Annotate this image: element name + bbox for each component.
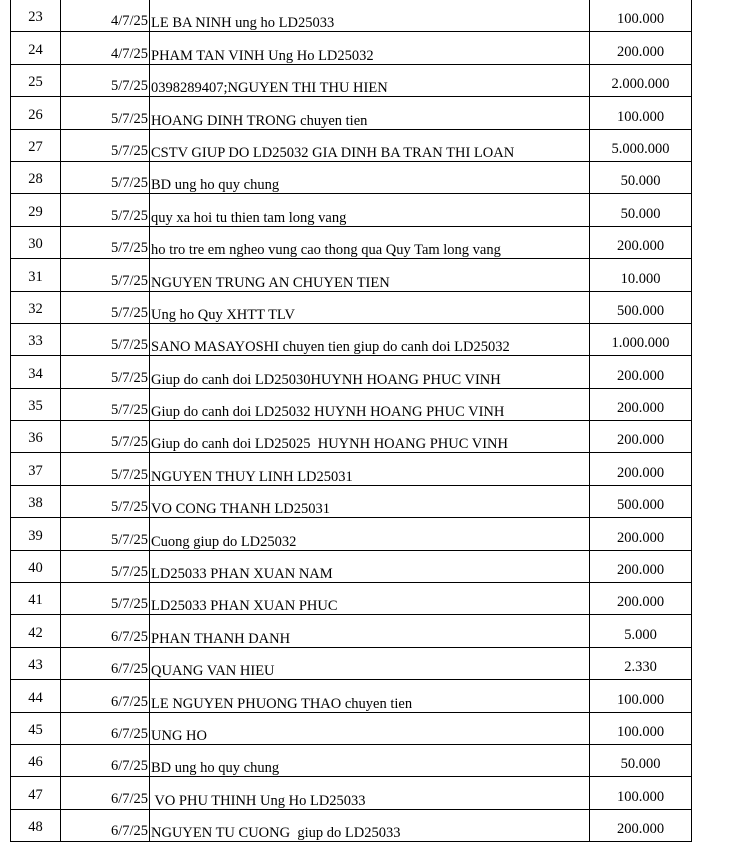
- row-number-cell: 31: [11, 259, 61, 291]
- description-cell: QUANG VAN HIEU: [150, 647, 590, 679]
- date-cell: 5/7/25: [61, 64, 150, 96]
- amount-cell: 50.000: [590, 161, 692, 193]
- donation-table-body: [11, 0, 692, 842]
- table-row: [11, 421, 692, 453]
- date-cell: 5/7/25: [61, 550, 150, 582]
- table-row: [11, 583, 692, 615]
- row-number-cell: 43: [11, 647, 61, 679]
- description-cell: LE BA NINH ung ho LD25033: [150, 0, 590, 32]
- row-number-cell: 27: [11, 129, 61, 161]
- row-number-cell: 33: [11, 323, 61, 355]
- date-cell: 5/7/25: [61, 453, 150, 485]
- row-number-cell: 44: [11, 680, 61, 712]
- table-row: [11, 550, 692, 582]
- row-number-cell: 32: [11, 291, 61, 323]
- date-cell: 5/7/25: [61, 161, 150, 193]
- description-cell: LE NGUYEN PHUONG THAO chuyen tien: [150, 680, 590, 712]
- description-cell: PHAN THANH DANH: [150, 615, 590, 647]
- row-number-cell: 25: [11, 64, 61, 96]
- amount-cell: 200.000: [590, 32, 692, 64]
- description-cell: Giup do canh doi LD25032 HUYNH HOANG PHUC VINH: [150, 388, 590, 420]
- date-cell: 6/7/25: [61, 777, 150, 809]
- date-cell: 5/7/25: [61, 226, 150, 258]
- description-cell: LD25033 PHAN XUAN PHUC: [150, 583, 590, 615]
- amount-cell: 200.000: [590, 356, 692, 388]
- row-number-cell: 24: [11, 32, 61, 64]
- table-row: [11, 194, 692, 226]
- date-cell: 4/7/25: [61, 0, 150, 32]
- amount-cell: 200.000: [590, 809, 692, 841]
- amount-cell: 200.000: [590, 550, 692, 582]
- amount-cell: 10.000: [590, 259, 692, 291]
- row-number-cell: 36: [11, 421, 61, 453]
- date-cell: 5/7/25: [61, 129, 150, 161]
- description-cell: Ung ho Quy XHTT TLV: [150, 291, 590, 323]
- date-cell: 5/7/25: [61, 291, 150, 323]
- date-cell: 5/7/25: [61, 421, 150, 453]
- amount-cell: 200.000: [590, 453, 692, 485]
- description-cell: HOANG DINH TRONG chuyen tien: [150, 97, 590, 129]
- table-row: [11, 0, 692, 32]
- amount-cell: 200.000: [590, 583, 692, 615]
- description-cell: UNG HO: [150, 712, 590, 744]
- row-number-cell: 30: [11, 226, 61, 258]
- table-row: [11, 161, 692, 193]
- date-cell: 6/7/25: [61, 744, 150, 776]
- date-cell: 6/7/25: [61, 615, 150, 647]
- table-row: [11, 129, 692, 161]
- table-row: [11, 97, 692, 129]
- table-row: [11, 453, 692, 485]
- amount-cell: 50.000: [590, 194, 692, 226]
- amount-cell: 5.000.000: [590, 129, 692, 161]
- table-row: [11, 64, 692, 96]
- row-number-cell: 38: [11, 485, 61, 517]
- description-cell: ho tro tre em ngheo vung cao thong qua Quy Tam long vang: [150, 226, 590, 258]
- row-number-cell: 29: [11, 194, 61, 226]
- table-row: [11, 259, 692, 291]
- description-cell: quy xa hoi tu thien tam long vang: [150, 194, 590, 226]
- row-number-cell: 37: [11, 453, 61, 485]
- donation-table: [10, 0, 692, 842]
- amount-cell: 2.330: [590, 647, 692, 679]
- description-cell: NGUYEN THUY LINH LD25031: [150, 453, 590, 485]
- row-number-cell: 23: [11, 0, 61, 32]
- description-cell: Giup do canh doi LD25030HUYNH HOANG PHUC VINH: [150, 356, 590, 388]
- date-cell: 6/7/25: [61, 809, 150, 841]
- amount-cell: 500.000: [590, 291, 692, 323]
- description-cell: Cuong giup do LD25032: [150, 518, 590, 550]
- row-number-cell: 39: [11, 518, 61, 550]
- table-row: [11, 518, 692, 550]
- amount-cell: 100.000: [590, 712, 692, 744]
- date-cell: 5/7/25: [61, 388, 150, 420]
- table-row: [11, 615, 692, 647]
- description-cell: BD ung ho quy chung: [150, 744, 590, 776]
- table-row: [11, 388, 692, 420]
- table-row: [11, 647, 692, 679]
- table-row: [11, 323, 692, 355]
- table-row: [11, 744, 692, 776]
- date-cell: 4/7/25: [61, 32, 150, 64]
- row-number-cell: 46: [11, 744, 61, 776]
- table-row: [11, 32, 692, 64]
- description-cell: LD25033 PHAN XUAN NAM: [150, 550, 590, 582]
- date-cell: 5/7/25: [61, 356, 150, 388]
- table-row: [11, 777, 692, 809]
- date-cell: 5/7/25: [61, 194, 150, 226]
- amount-cell: 1.000.000: [590, 323, 692, 355]
- amount-cell: 2.000.000: [590, 64, 692, 96]
- row-number-cell: 47: [11, 777, 61, 809]
- date-cell: 5/7/25: [61, 485, 150, 517]
- amount-cell: 100.000: [590, 680, 692, 712]
- amount-cell: 200.000: [590, 518, 692, 550]
- amount-cell: 200.000: [590, 226, 692, 258]
- description-cell: BD ung ho quy chung: [150, 161, 590, 193]
- date-cell: 5/7/25: [61, 97, 150, 129]
- table-row: [11, 809, 692, 841]
- date-cell: 5/7/25: [61, 518, 150, 550]
- date-cell: 6/7/25: [61, 680, 150, 712]
- table-row: [11, 485, 692, 517]
- row-number-cell: 45: [11, 712, 61, 744]
- row-number-cell: 35: [11, 388, 61, 420]
- row-number-cell: 26: [11, 97, 61, 129]
- row-number-cell: 42: [11, 615, 61, 647]
- description-cell: CSTV GIUP DO LD25032 GIA DINH BA TRAN THI LOAN: [150, 129, 590, 161]
- table-row: [11, 356, 692, 388]
- date-cell: 6/7/25: [61, 647, 150, 679]
- row-number-cell: 48: [11, 809, 61, 841]
- table-row: [11, 712, 692, 744]
- amount-cell: 500.000: [590, 485, 692, 517]
- row-number-cell: 40: [11, 550, 61, 582]
- amount-cell: 100.000: [590, 777, 692, 809]
- row-number-cell: 34: [11, 356, 61, 388]
- date-cell: 6/7/25: [61, 712, 150, 744]
- amount-cell: 100.000: [590, 0, 692, 32]
- description-cell: VO PHU THINH Ung Ho LD25033: [150, 777, 590, 809]
- description-cell: Giup do canh doi LD25025 HUYNH HOANG PHUC VINH: [150, 421, 590, 453]
- date-cell: 5/7/25: [61, 323, 150, 355]
- amount-cell: 200.000: [590, 388, 692, 420]
- row-number-cell: 28: [11, 161, 61, 193]
- table-row: [11, 226, 692, 258]
- description-cell: NGUYEN TRUNG AN CHUYEN TIEN: [150, 259, 590, 291]
- description-cell: 0398289407;NGUYEN THI THU HIEN: [150, 64, 590, 96]
- table-row: [11, 291, 692, 323]
- amount-cell: 5.000: [590, 615, 692, 647]
- amount-cell: 50.000: [590, 744, 692, 776]
- amount-cell: 200.000: [590, 421, 692, 453]
- row-number-cell: 41: [11, 583, 61, 615]
- date-cell: 5/7/25: [61, 259, 150, 291]
- table-row: [11, 680, 692, 712]
- amount-cell: 100.000: [590, 97, 692, 129]
- description-cell: SANO MASAYOSHI chuyen tien giup do canh doi LD25032: [150, 323, 590, 355]
- description-cell: PHAM TAN VINH Ung Ho LD25032: [150, 32, 590, 64]
- date-cell: 5/7/25: [61, 583, 150, 615]
- description-cell: VO CONG THANH LD25031: [150, 485, 590, 517]
- description-cell: NGUYEN TU CUONG giup do LD25033: [150, 809, 590, 841]
